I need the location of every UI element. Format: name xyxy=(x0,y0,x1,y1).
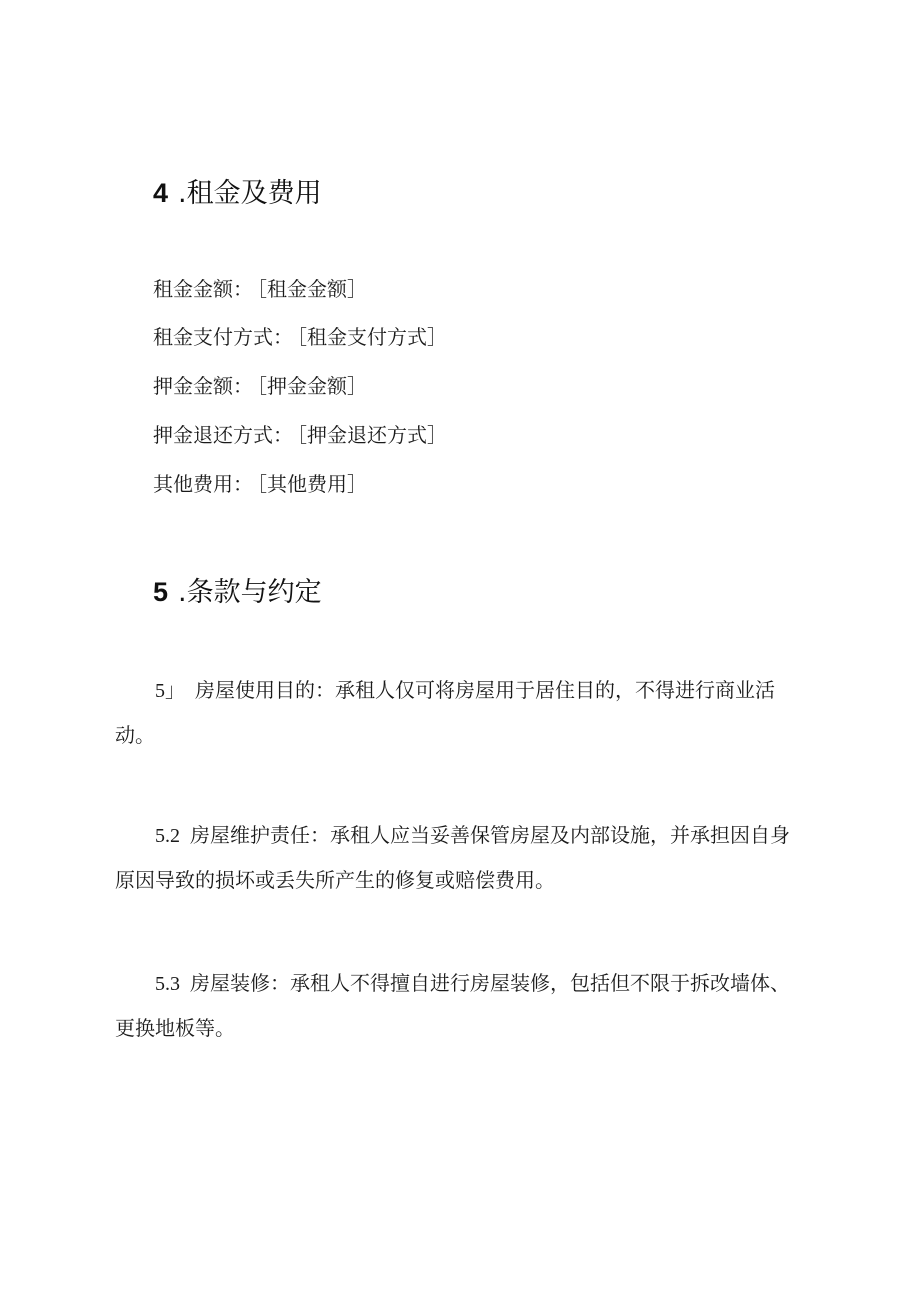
clause-number: 5.2 xyxy=(155,825,180,847)
field-value: ［租金支付方式］ xyxy=(297,325,447,349)
clause-text: 房屋使用目的：承租人仅可将房屋用于居住目的，不得进行商业活动。 xyxy=(115,678,775,747)
field-other-fees xyxy=(153,470,367,498)
clause-text: 房屋装修：承租人不得擅自进行房屋装修，包括但不限于拆改墙体、更换地板等。 xyxy=(115,971,790,1040)
field-rent-amount xyxy=(153,275,367,303)
section-5-number: 5 xyxy=(153,577,169,607)
clause-number: 5.3 xyxy=(155,973,180,995)
field-rent-payment-method xyxy=(153,323,447,351)
field-deposit-refund-method xyxy=(153,421,447,449)
field-value: ［租金金额］ xyxy=(257,277,367,301)
field-label: 押金退还方式： xyxy=(153,423,293,447)
field-value: ［押金退还方式］ xyxy=(297,423,447,447)
field-label: 押金金额： xyxy=(153,374,253,398)
section-4-number: 4 xyxy=(153,178,169,208)
section-5-heading xyxy=(153,575,322,610)
section-5-title: .条款与约定 xyxy=(178,577,322,608)
field-value: ［押金金额］ xyxy=(257,374,367,398)
field-label: 租金金额： xyxy=(153,277,253,301)
clause-5-3 xyxy=(115,961,805,1050)
section-4-heading xyxy=(153,176,322,211)
clause-5-2 xyxy=(115,813,805,902)
clause-5-1 xyxy=(115,668,805,757)
field-label: 租金支付方式： xyxy=(153,325,293,349)
clause-text: 房屋维护责任：承租人应当妥善保管房屋及内部设施，并承担因自身原因导致的损坏或丢失所产生的修复或赔偿费用。 xyxy=(115,823,790,892)
section-4-title: .租金及费用 xyxy=(178,178,322,209)
field-label: 其他费用： xyxy=(153,472,253,496)
clause-number: 5」 xyxy=(155,680,185,702)
field-deposit-amount xyxy=(153,372,367,400)
field-value: ［其他费用］ xyxy=(257,472,367,496)
